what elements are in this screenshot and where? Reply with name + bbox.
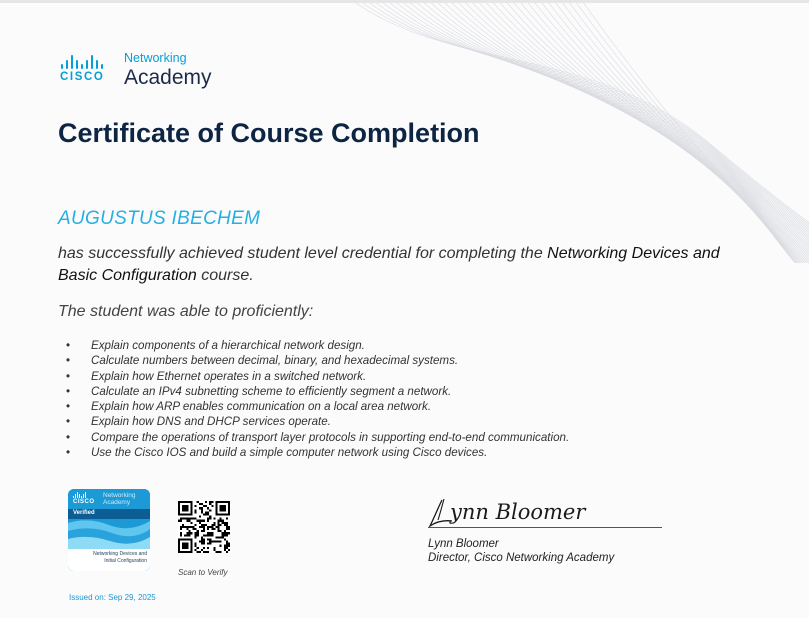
signatory-title: Director, Cisco Networking Academy: [428, 552, 615, 564]
svg-text:ynn Bloomer: ynn Bloomer: [450, 500, 586, 524]
verified-badge[interactable]: [68, 489, 150, 571]
issued-date: Issued on: Sep 29, 2025: [69, 593, 156, 602]
signatory-name: Lynn Bloomer: [428, 538, 499, 550]
achievement-statement: [58, 243, 758, 287]
networking-academy-logo: [60, 53, 212, 88]
logo-networking-text: Networking: [124, 51, 187, 65]
badge-course-line1: Networking Devices and: [93, 551, 147, 557]
badge-verified-label: Verified: [73, 510, 95, 516]
skill-item: • Explain how Ethernet operates in a switched network.: [66, 369, 569, 384]
badge-cisco-bars-icon: [73, 492, 86, 498]
skill-item: • Compare the operations of transport layer protocols in supporting end-to-end communication.: [66, 430, 569, 445]
skills-list: [66, 338, 569, 460]
proficiency-intro: The student was able to proficiently:: [58, 303, 314, 320]
scan-to-verify-caption: Scan to Verify: [178, 568, 228, 577]
signature-image: [428, 488, 658, 530]
skill-item: • Explain how DNS and DHCP services operate.: [66, 414, 569, 429]
achievement-suffix: course.: [196, 267, 254, 284]
skill-item: • Use the Cisco IOS and build a simple computer network using Cisco devices.: [66, 445, 569, 460]
badge-academy-text: Academy: [103, 499, 131, 506]
skill-item: • Explain components of a hierarchical network design.: [66, 338, 569, 353]
recipient-name: AUGUSTUS IBECHEM: [58, 208, 261, 229]
achievement-prefix: has successfully achieved student level credential for completing the: [58, 245, 548, 262]
badge-cisco-wordmark: CISCO: [73, 499, 95, 505]
cisco-logo: [60, 53, 118, 83]
cisco-bars-icon: [61, 53, 118, 69]
course-name: Networking Devices and Basic Configuration: [58, 245, 720, 284]
logo-academy-text: Academy: [124, 65, 212, 89]
badge-networking-text: Networking: [103, 492, 136, 499]
skill-item: • Explain how ARP enables communication on a local area network.: [66, 399, 569, 414]
skill-item: • Calculate an IPv4 subnetting scheme to efficiently segment a network.: [66, 384, 569, 399]
certificate-title: Certificate of Course Completion: [58, 118, 480, 148]
skill-item: • Calculate numbers between decimal, binary, and hexadecimal systems.: [66, 353, 569, 368]
signature-line: [428, 527, 662, 528]
qr-code[interactable]: [178, 501, 230, 553]
badge-course-line2: Initial Configuration: [104, 557, 147, 564]
cisco-wordmark: CISCO: [60, 71, 105, 83]
